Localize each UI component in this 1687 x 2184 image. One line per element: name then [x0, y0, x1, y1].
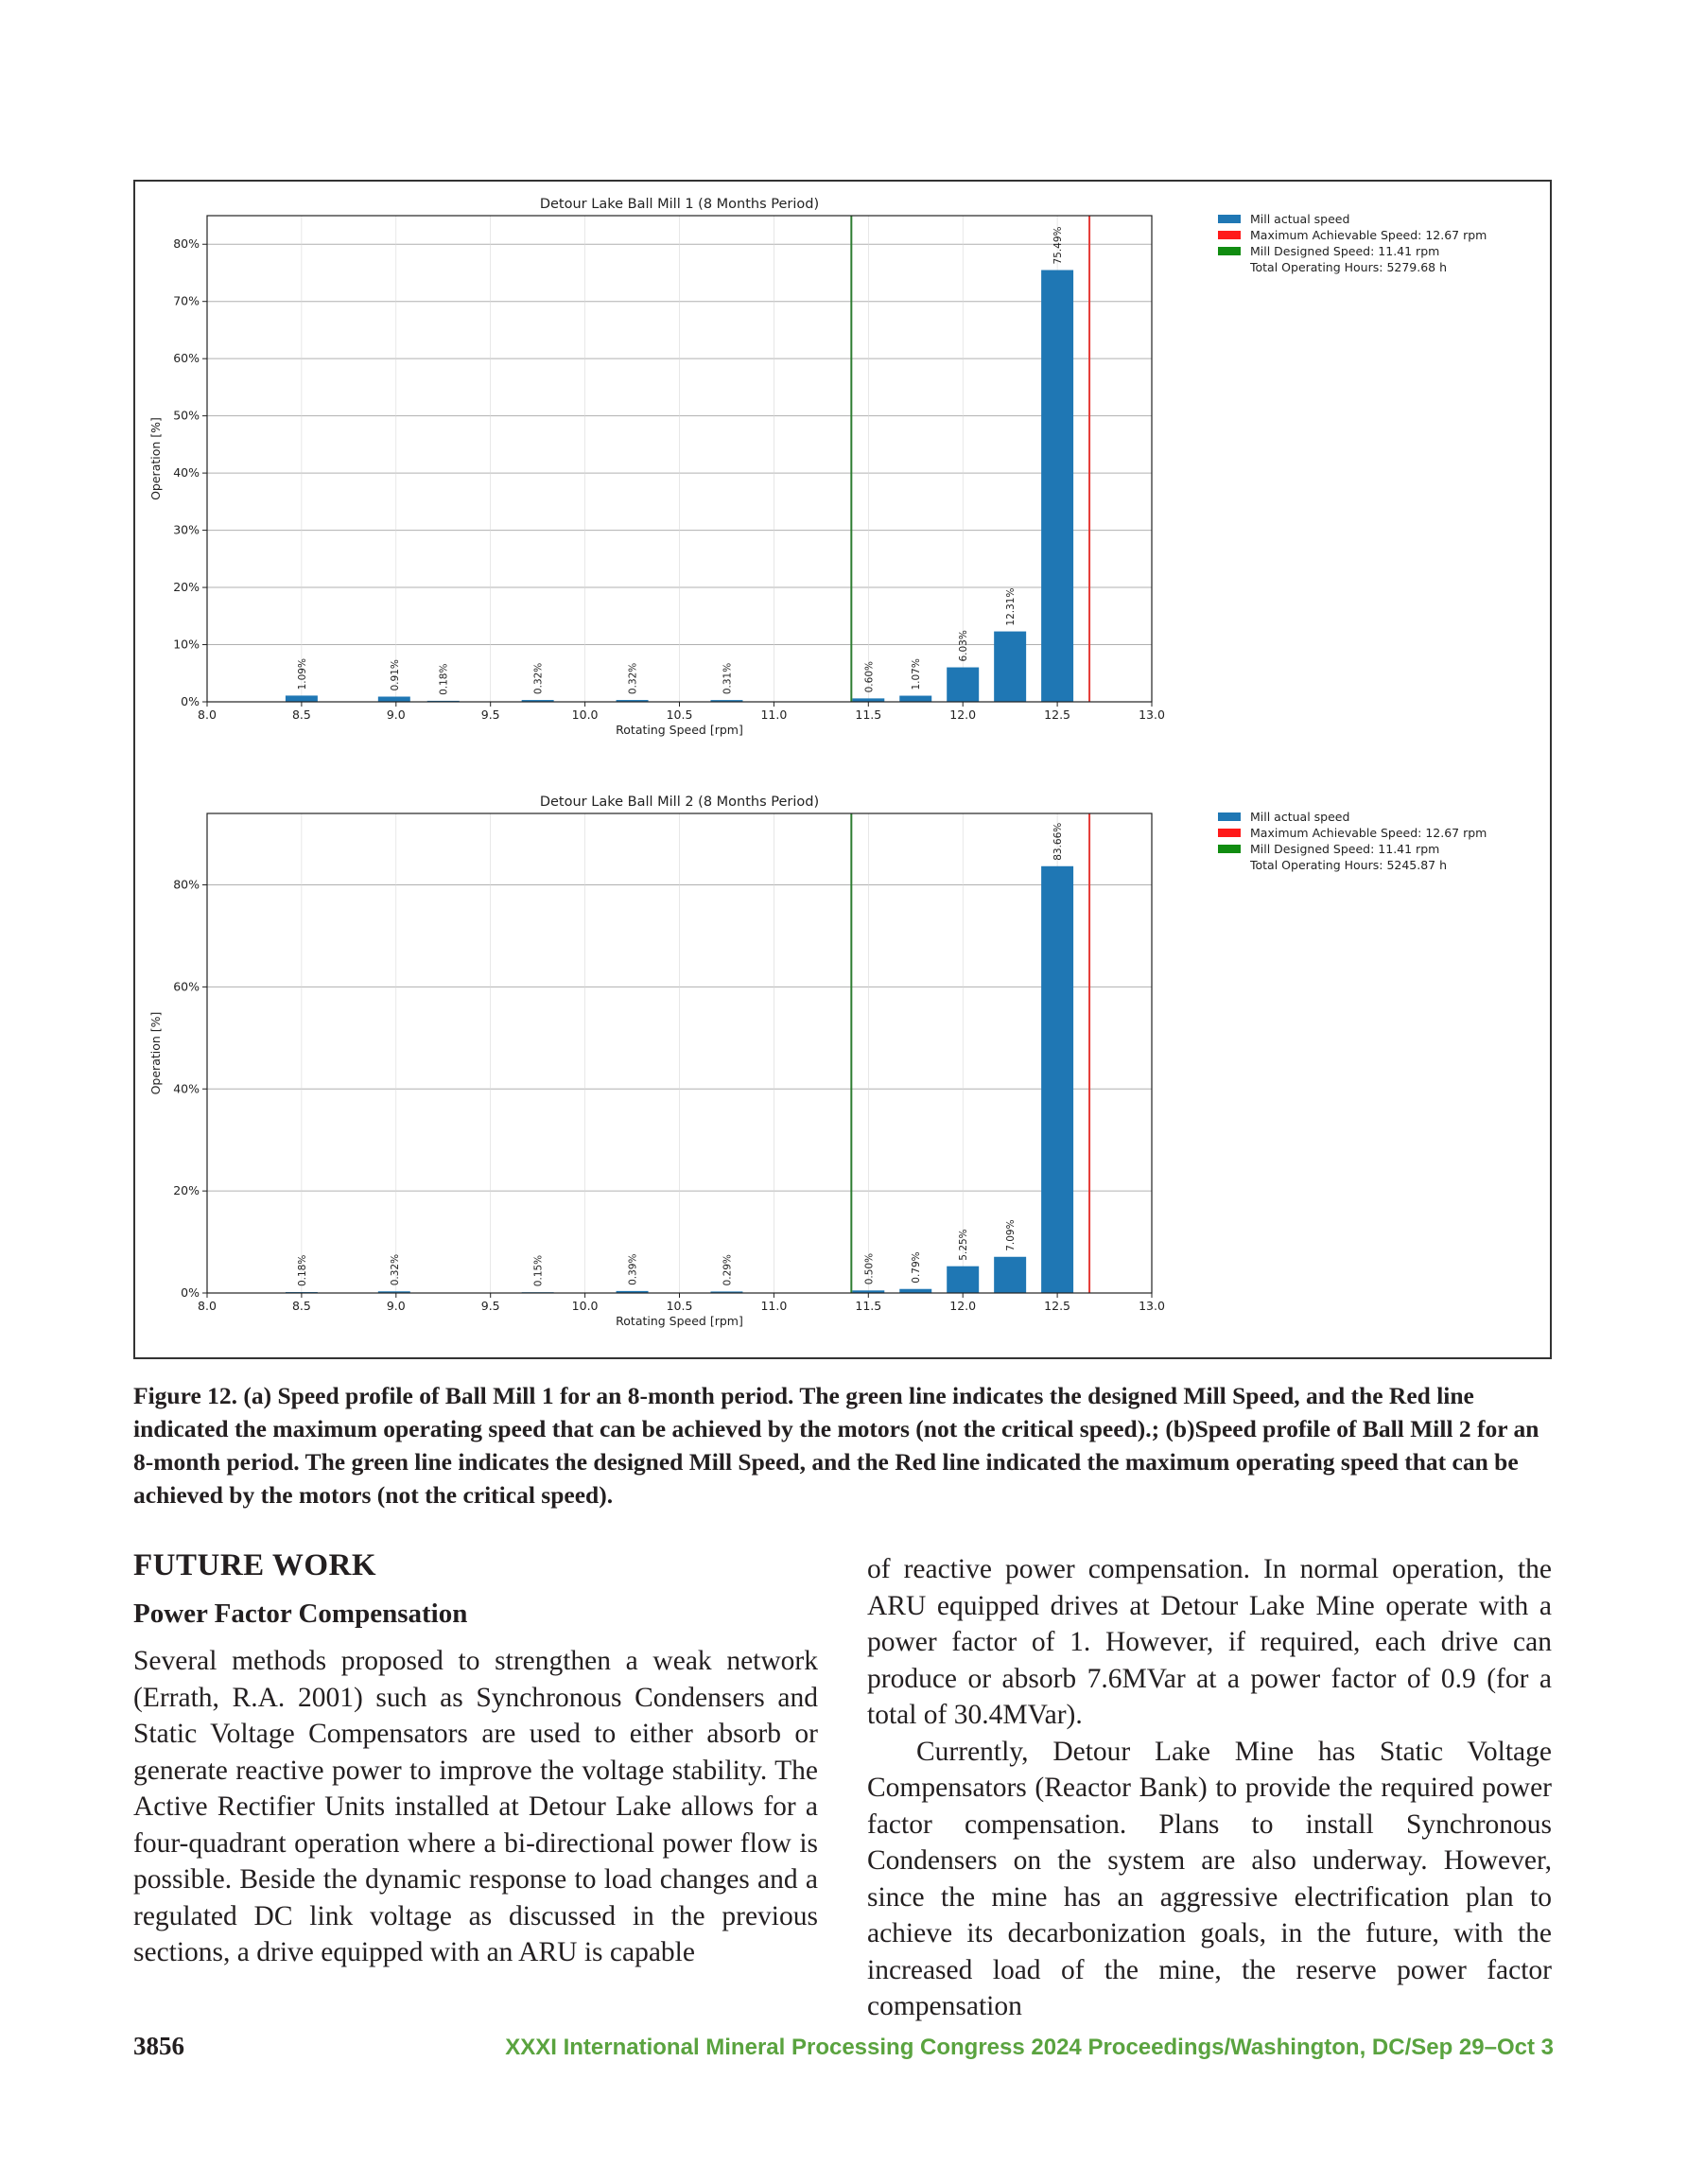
chart2-legend-swatch — [1218, 812, 1241, 821]
chart2-legend-swatch — [1218, 845, 1241, 853]
chart2-data-label: 0.32% — [389, 1253, 401, 1286]
chart1-x-tick-label: 12.0 — [949, 708, 977, 722]
chart1-y-tick-label: 80% — [173, 236, 200, 252]
chart1-title: Detour Lake Ball Mill 1 (8 Months Period) — [539, 197, 820, 212]
chart2-y-axis-label: Operation [%] — [148, 1011, 163, 1095]
chart2-bar — [994, 1257, 1026, 1293]
chart2-x-tick-label: 8.0 — [198, 1299, 217, 1313]
chart2-x-tick-label: 10.0 — [571, 1299, 599, 1313]
chart2-y-tick-label: 60% — [173, 979, 200, 994]
chart1-y-tick-label: 30% — [173, 522, 200, 537]
chart2-bar — [1041, 866, 1073, 1293]
chart2-y-tick-label: 80% — [173, 877, 200, 892]
chart2-title: Detour Lake Ball Mill 2 (8 Months Period) — [539, 795, 820, 810]
chart2-data-label: 0.15% — [532, 1254, 545, 1287]
chart1-x-tick-label: 11.0 — [760, 708, 788, 722]
chart2-y-tick-label: 40% — [173, 1081, 200, 1096]
chart1-x-tick-label: 11.5 — [855, 708, 882, 722]
chart1-data-label: 1.09% — [296, 658, 308, 690]
chart2-legend-label: Mill actual speed — [1250, 810, 1350, 824]
section-heading: FUTURE WORK — [133, 1548, 376, 1582]
chart2-data-label: 0.39% — [627, 1253, 639, 1285]
chart2-x-axis-label: Rotating Speed [rpm] — [616, 1314, 743, 1328]
chart1-bar — [899, 696, 931, 702]
chart2-x-tick-label: 12.5 — [1044, 1299, 1071, 1313]
chart1-x-axis-label: Rotating Speed [rpm] — [616, 723, 743, 737]
chart1-legend-swatch — [1218, 231, 1241, 239]
chart2-data-label: 83.66% — [1052, 822, 1065, 861]
chart2-x-tick-label: 9.0 — [386, 1299, 406, 1313]
chart1-data-label: 0.60% — [863, 661, 876, 693]
chart2-data-label: 5.25% — [958, 1229, 970, 1261]
subsection-heading: Power Factor Compensation — [133, 1599, 468, 1629]
chart1-legend-label: Maximum Achievable Speed: 12.67 rpm — [1250, 228, 1487, 242]
chart2-x-tick-label: 11.0 — [760, 1299, 788, 1313]
chart1-data-label: 6.03% — [958, 630, 970, 662]
chart1-data-label: 0.32% — [627, 662, 639, 695]
chart1-y-axis-label: Operation [%] — [148, 417, 163, 500]
chart1-y-tick-label: 10% — [173, 637, 200, 652]
chart1-legend-label: Mill Designed Speed: 11.41 rpm — [1250, 244, 1440, 258]
chart1-bar — [994, 632, 1026, 702]
right-paragraph-2: Currently, Detour Lake Mine has Static Voltage Compensators (Reactor Bank) to provide the required power factor compensation. Plans to install Synchronous Condensers on the system are also underway. However, since the mine has an aggressive electrification plan to achieve its decarbonization goals, in the future, with the increased load of the mine, the reserve power factor compensation — [867, 1736, 1552, 2021]
chart2-data-label: 7.09% — [1005, 1219, 1017, 1251]
chart2-x-tick-label: 11.5 — [855, 1299, 882, 1313]
figure-caption: Figure 12. (a) Speed profile of Ball Mill 1 for an 8-month period. The green line indicates the designed Mill Speed, and the Red line indicated the maximum operating speed that can be achieved by the motors (not the critical speed).; (b)Speed profile of Ball Mill 2 for an 8-month period. The green line indicates the designed Mill Speed, and the Red line indicated the maximum operating speed that can be achieved by the motors (not the critical speed). — [133, 1382, 1539, 1509]
chart1-x-tick-label: 8.0 — [198, 708, 217, 722]
chart2-y-tick-label: 20% — [173, 1183, 200, 1198]
chart1-data-label: 75.49% — [1052, 226, 1065, 265]
chart2-bar — [947, 1267, 979, 1293]
chart1-x-tick-label: 13.0 — [1139, 708, 1165, 722]
chart2-x-tick-label: 12.0 — [949, 1299, 977, 1313]
chart1-legend-label: Mill actual speed — [1250, 212, 1350, 226]
chart1-legend-label: Total Operating Hours: 5279.68 h — [1250, 260, 1448, 274]
chart2-data-label: 0.50% — [863, 1252, 876, 1285]
chart1-legend-swatch — [1218, 247, 1241, 255]
chart2-y-tick-label: 0% — [181, 1285, 200, 1300]
chart1-bar — [378, 696, 410, 702]
chart1-x-tick-label: 9.5 — [480, 708, 500, 722]
chart1-legend-swatch — [1218, 215, 1241, 223]
chart2-x-tick-label: 13.0 — [1139, 1299, 1165, 1313]
chart1-x-tick-label: 12.5 — [1044, 708, 1071, 722]
chart2-data-label: 0.18% — [296, 1254, 308, 1287]
chart1-data-label: 0.91% — [389, 659, 401, 691]
chart1-y-tick-label: 50% — [173, 408, 200, 423]
chart1-y-tick-label: 0% — [181, 694, 200, 708]
chart1-x-tick-label: 10.5 — [666, 708, 693, 722]
right-column — [867, 1551, 1552, 2025]
chart1-y-tick-label: 70% — [173, 293, 200, 308]
figure-charts — [135, 182, 1550, 1357]
chart1-data-label: 0.32% — [532, 662, 545, 695]
chart1-x-tick-label: 9.0 — [386, 708, 406, 722]
chart1-data-label: 0.18% — [438, 663, 450, 695]
chart2-legend-label: Total Operating Hours: 5245.87 h — [1250, 858, 1448, 872]
chart2-data-label: 0.79% — [911, 1251, 923, 1284]
chart1-data-label: 0.31% — [722, 662, 734, 695]
chart1-bar — [1041, 271, 1073, 702]
chart2-x-tick-label: 10.5 — [666, 1299, 693, 1313]
page-number: 3856 — [133, 2032, 184, 2060]
conference-footer: XXXI International Mineral Processing Congress 2024 Proceedings/Washington, DC/Sep 29–Oct 3 — [505, 2035, 1554, 2060]
left-paragraph: Several methods proposed to strengthen a weak network (Errath, R.A. 2001) such as Synchronous Condensers and Static Voltage Compensators are used to either absorb or generate reactive power to improve the voltage stability. The Active Rectifier Units installed at Detour Lake allows for a four-quadrant operation where a bi-directional power flow is possible. Beside the dynamic response to load changes and a regulated DC link voltage as discussed in the previous sections, a drive equipped with an ARU is capable — [133, 1646, 818, 1967]
chart1-data-label: 1.07% — [911, 658, 923, 690]
chart2-bar — [899, 1289, 931, 1293]
chart2-legend-label: Maximum Achievable Speed: 12.67 rpm — [1250, 826, 1487, 840]
right-paragraph-1: of reactive power compensation. In normal operation, the ARU equipped drives at Detour Lake Mine operate with a power factor of 1. However, if required, each drive can produce or absorb 7.6MVar at a power factor of 0.9 (for a total of 30.4MVar). — [867, 1554, 1552, 1730]
chart1-x-tick-label: 10.0 — [571, 708, 599, 722]
chart2-x-tick-label: 9.5 — [480, 1299, 500, 1313]
chart1-y-tick-label: 20% — [173, 580, 200, 595]
chart2-data-label: 0.29% — [722, 1254, 734, 1286]
chart1-bar — [947, 668, 979, 702]
chart1-x-tick-label: 8.5 — [291, 708, 311, 722]
chart2-x-tick-label: 8.5 — [291, 1299, 311, 1313]
chart1-y-tick-label: 40% — [173, 465, 200, 480]
figure-frame — [133, 180, 1552, 1359]
chart2-legend-swatch — [1218, 829, 1241, 837]
chart1-y-tick-label: 60% — [173, 351, 200, 366]
chart2-legend-label: Mill Designed Speed: 11.41 rpm — [1250, 842, 1440, 856]
chart1-bar — [286, 695, 318, 702]
left-column — [133, 1545, 818, 1971]
chart1-data-label: 12.31% — [1005, 587, 1017, 626]
